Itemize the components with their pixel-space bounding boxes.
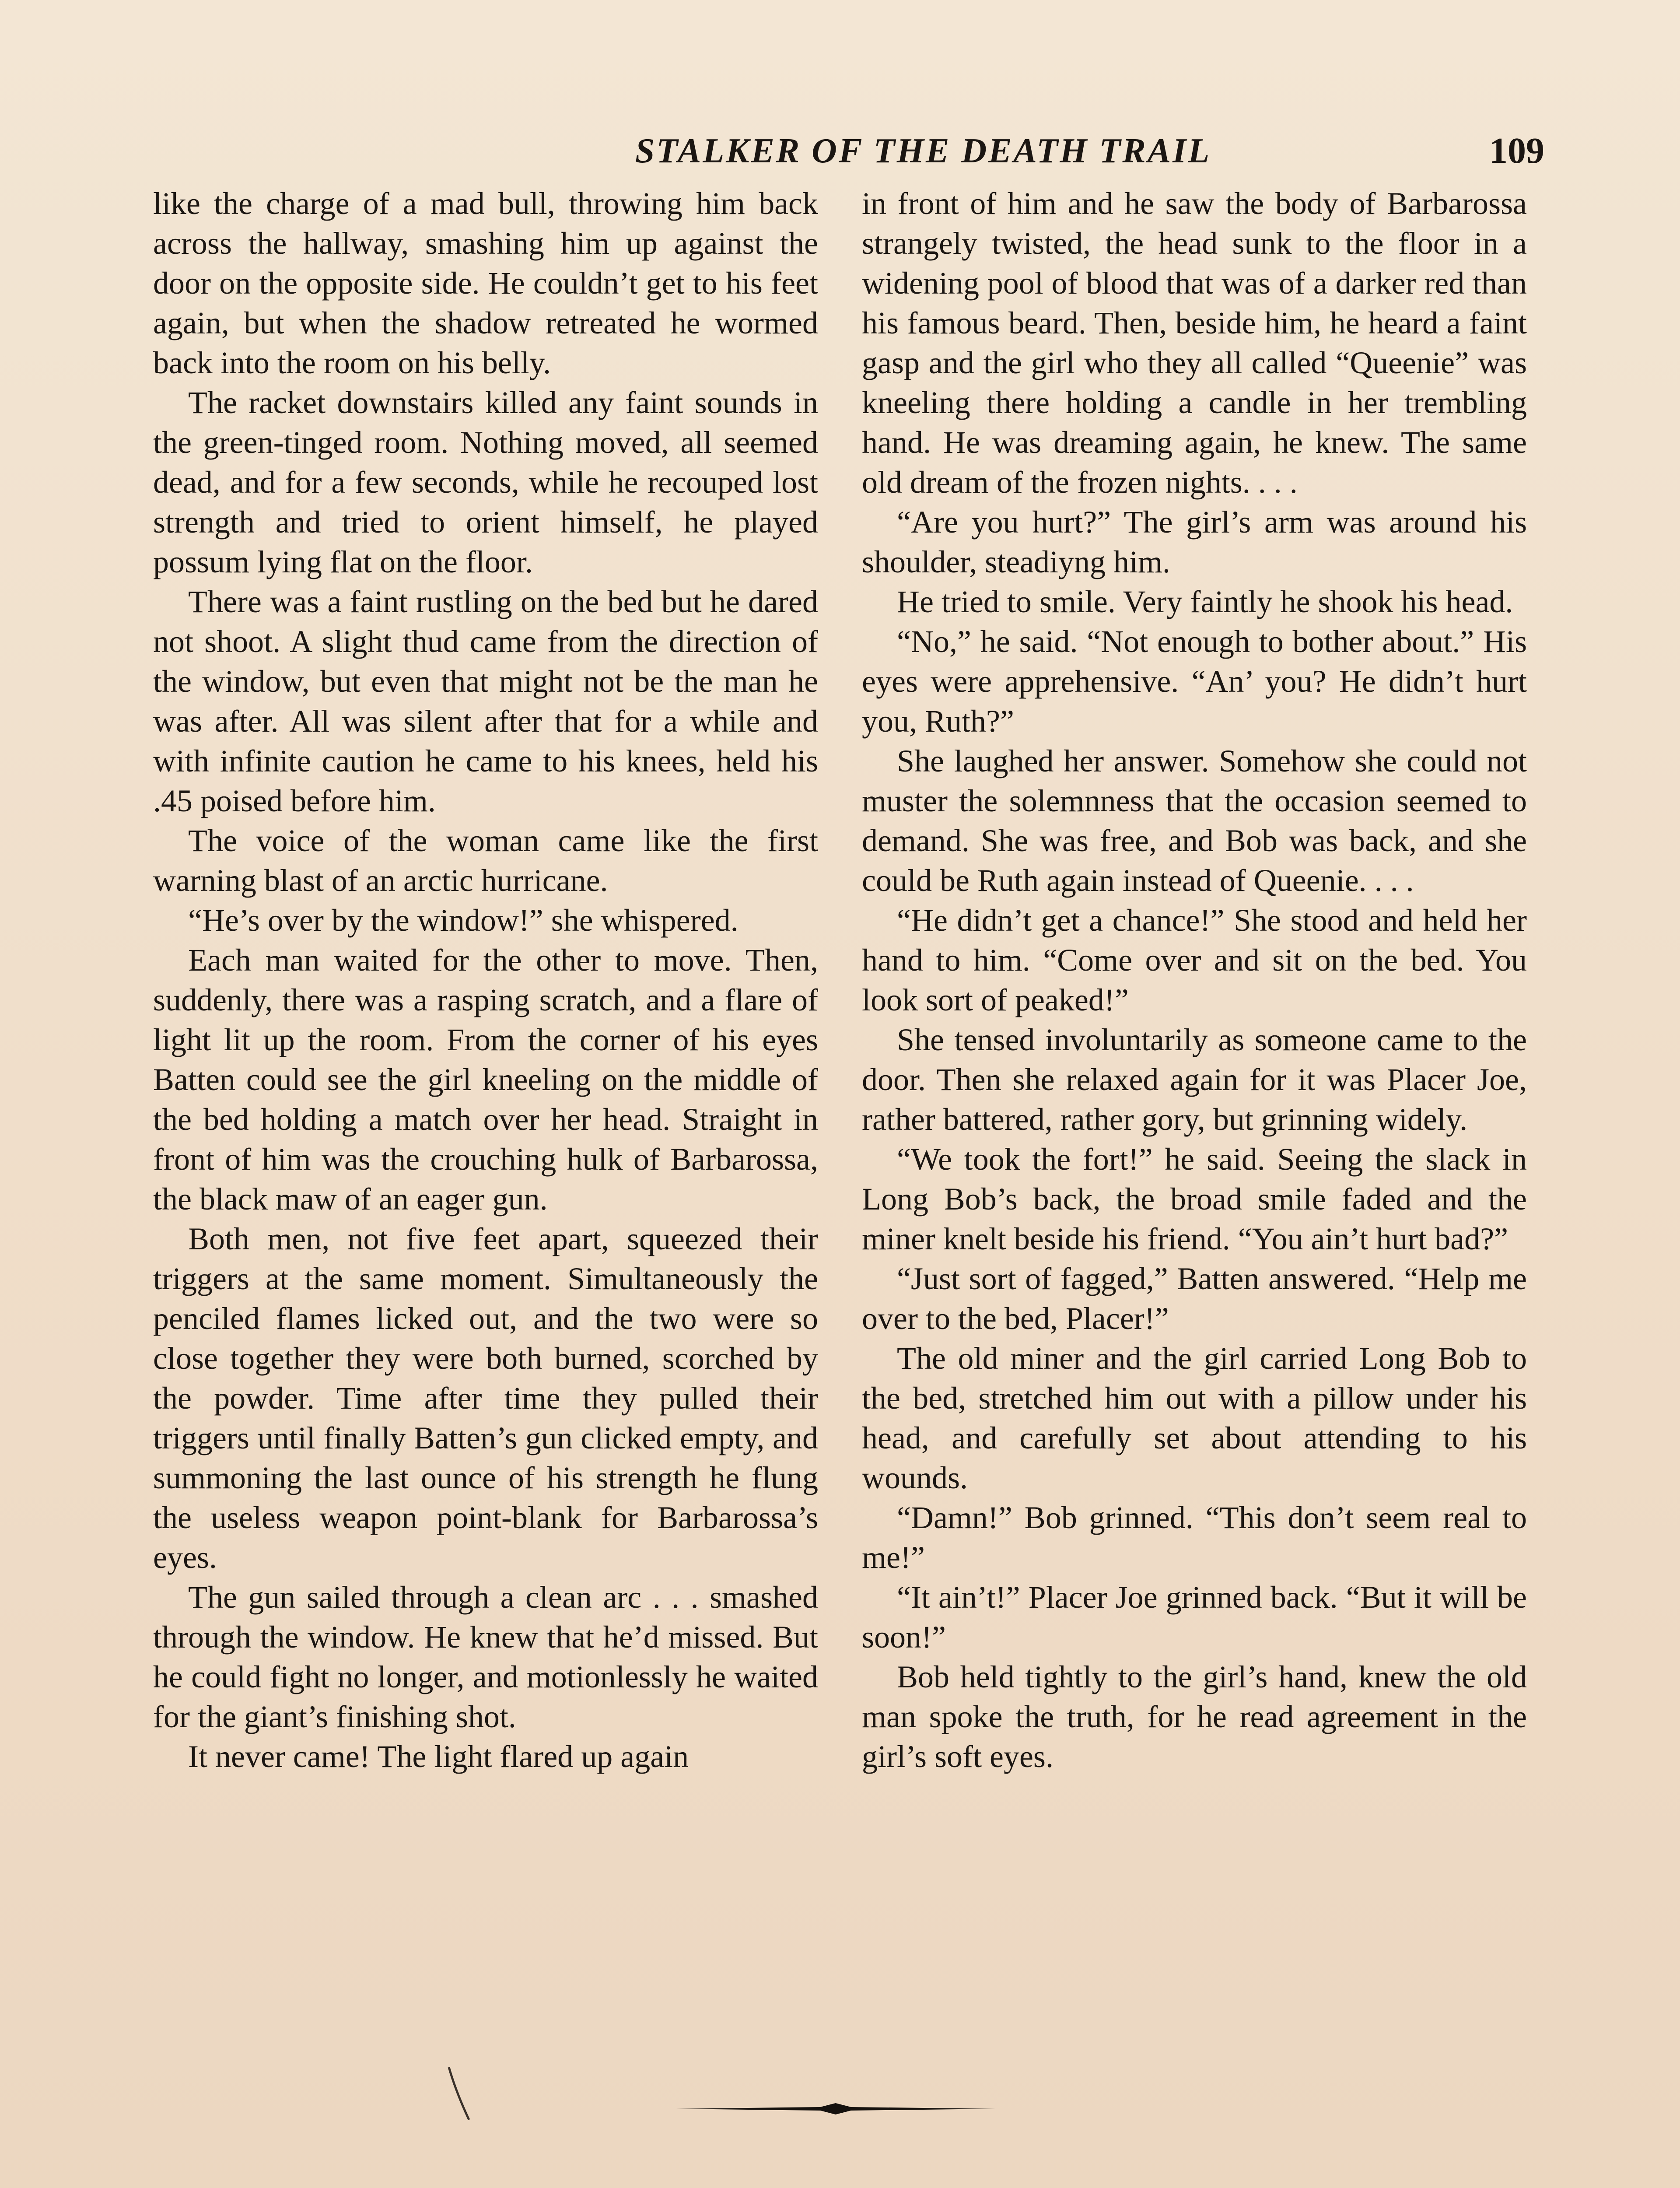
paragraph: Bob held tightly to the girl’s hand, knew the old man spoke the truth, for he read agreement in the girl’s soft eyes. [862, 1659, 1527, 1774]
page-number: 109 [1489, 130, 1544, 171]
paragraph: The old miner and the girl carried Long Bob to the bed, stretched him out with a pillow under his head, and carefully set about attending to his wounds. [862, 1341, 1527, 1495]
paragraph: “Just sort of fagged,” Batten answered. “Help me over to the bed, Placer!” [862, 1261, 1527, 1336]
paragraph: She laughed her answer. Somehow she could not muster the solemnness that the occasion seemed to demand. She was free, and Bob was back, and she could be Ruth again instead of Queenie. . . . [862, 743, 1527, 898]
paragraph: The voice of the woman came like the first warning blast of an arctic hurricane. [153, 823, 818, 898]
pencil-stroke-mark [446, 2065, 472, 2122]
paragraph: “It ain’t!” Placer Joe grinned back. “But it will be soon!” [862, 1580, 1527, 1655]
paragraph: There was a faint rustling on the bed but he dared not shoot. A slight thud came from the direction of the window, but even that might not be the man he was after. All was silent after that for a while and with infinite caution he came to his knees, held his .45 poised before him. [153, 584, 818, 818]
section-divider [676, 2103, 995, 2114]
paragraph: Both men, not five feet apart, squeezed their triggers at the same moment. Simultaneously the penciled flames licked out, and the two were so close together they were both burned, scorched by the powder. Time after time they pulled their triggers until finally Batten’s gun clicked empty, and summoning the last ounce of his strength he flung the useless weapon point-blank for Barbarossa’s eyes. [153, 1221, 818, 1575]
paragraph: “Are you hurt?” The girl’s arm was around his shoulder, steadiyng him. [862, 505, 1527, 579]
paragraph: “No,” he said. “Not enough to bother about.” His eyes were apprehensive. “An’ you? He didn’t hurt you, Ruth?” [862, 624, 1527, 739]
paragraph: Each man waited for the other to move. Then, suddenly, there was a rasping scratch, and a flare of light lit up the room. From the corner of his eyes Batten could see the girl kneeling on the middle of the bed holding a match over her head. Straight in front of him was the crouching hulk of Barbarossa, the black maw of an eager gun. [153, 943, 818, 1217]
running-header [149, 127, 1544, 179]
paragraph: “He didn’t get a chance!” She stood and held her hand to him. “Come over and sit on the bed. You look sort of peaked!” [862, 903, 1527, 1017]
paragraph: She tensed involuntarily as someone came to the door. Then she relaxed again for it was Placer Joe, rather battered, rather gory, but grinning widely. [862, 1022, 1527, 1137]
paragraph: He tried to smile. Very faintly he shook his head. [897, 584, 1513, 619]
paragraph: like the charge of a mad bull, throwing him back across the hallway, smashing him up against the door on the opposite side. He couldn’t get to his feet again, but when the shadow retreated he wormed back into the room on his belly. [153, 186, 818, 380]
paragraph: The racket downstairs killed any faint sounds in the green-tinged room. Nothing moved, all seemed dead, and for a few seconds, while he recouped lost strength and tried to orient himself, he played possum lying flat on the floor. [153, 385, 818, 579]
paragraph: The gun sailed through a clean arc . . . smashed through the window. He knew that he’d missed. But he could fight no longer, and motionlessly he waited for the giant’s finishing shot. [153, 1580, 818, 1734]
left-text-column [153, 184, 818, 1777]
paragraph: “He’s over by the window!” she whispered. [188, 903, 738, 938]
paragraph: It never came! The light flared up again [188, 1739, 689, 1774]
paragraph: “Damn!” Bob grinned. “This don’t seem real to me!” [862, 1500, 1527, 1575]
right-text-column [862, 184, 1527, 1777]
paragraph: “We took the fort!” he said. Seeing the slack in Long Bob’s back, the broad smile faded and the miner knelt beside his friend. “You ain’t hurt bad?” [862, 1142, 1527, 1256]
running-title: STALKER OF THE DEATH TRAIL [635, 132, 1211, 170]
paragraph: in front of him and he saw the body of Barbarossa strangely twisted, the head sunk to the floor in a widening pool of blood that was of a darker red than his famous beard. Then, beside him, he heard a faint gasp and the girl who they all called “Queenie” was kneeling there holding a candle in her trembling hand. He was dreaming again, he knew. The same old dream of the frozen nights. . . . [862, 186, 1527, 500]
